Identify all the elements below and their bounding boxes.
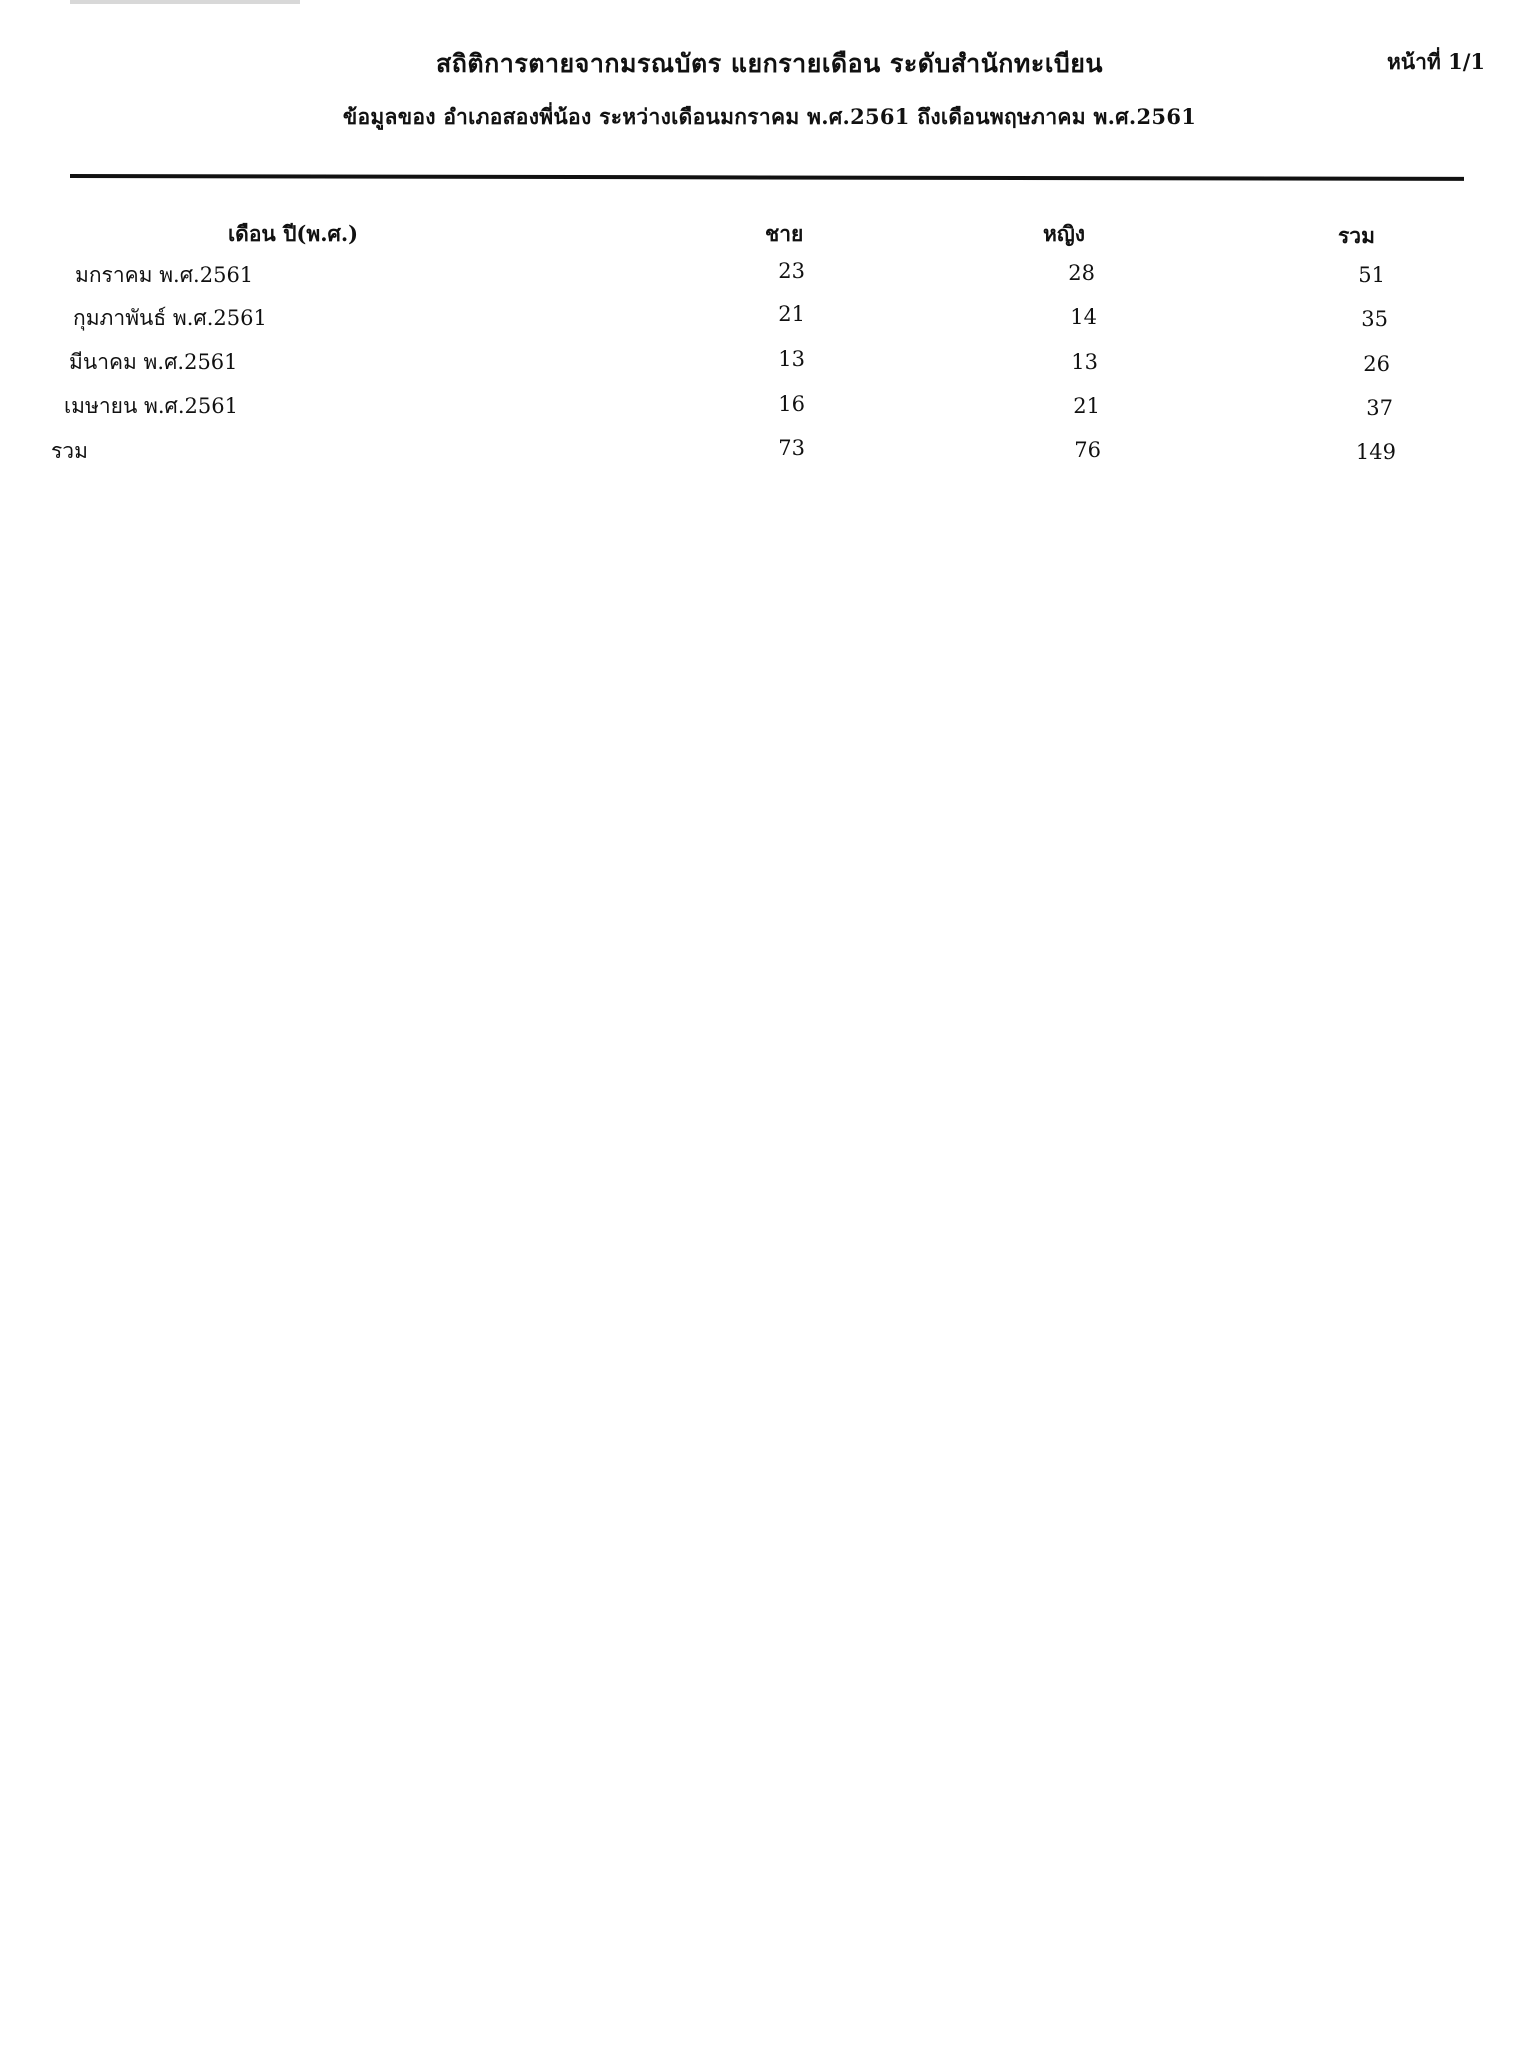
- row-female-count: 28: [1068, 261, 1095, 285]
- column-header-total: รวม: [1338, 223, 1375, 248]
- row-month-label: เมษายน พ.ศ.2561: [64, 394, 238, 418]
- summary-total-count: 149: [1355, 440, 1396, 464]
- row-month-label: กุมภาพันธ์ พ.ศ.2561: [73, 306, 267, 330]
- column-header-male: ชาย: [765, 221, 804, 246]
- row-male-count: 13: [778, 347, 805, 371]
- row-total-count: 35: [1361, 307, 1388, 331]
- report-subtitle: ข้อมูลของ อำเภอสองพี่น้อง ระหว่างเดือนมกราคม พ.ศ.2561 ถึงเดือนพฤษภาคม พ.ศ.2561: [342, 104, 1197, 129]
- row-male-count: 16: [778, 392, 805, 416]
- death-statistics-table: [0, 0, 1539, 480]
- row-month-label: มีนาคม พ.ศ.2561: [69, 350, 238, 374]
- column-header-female: หญิง: [1043, 221, 1085, 246]
- report-title: สถิติการตายจากมรณบัตร แยกรายเดือน ระดับสำนักทะเบียน: [436, 49, 1103, 78]
- row-month-label: มกราคม พ.ศ.2561: [75, 263, 254, 287]
- row-female-count: 13: [1071, 350, 1098, 374]
- row-female-count: 14: [1070, 305, 1097, 329]
- row-total-count: 37: [1366, 396, 1393, 420]
- summary-male-count: 73: [778, 436, 805, 460]
- page-number: หน้าที่ 1/1: [1386, 49, 1485, 74]
- row-total-count: 26: [1363, 352, 1390, 376]
- row-male-count: 21: [778, 302, 805, 326]
- row-male-count: 23: [778, 259, 805, 283]
- row-female-count: 21: [1073, 394, 1100, 418]
- summary-female-count: 76: [1074, 438, 1101, 462]
- summary-label: รวม: [51, 439, 88, 463]
- row-total-count: 51: [1358, 263, 1385, 287]
- column-header-month: เดือน ปี(พ.ศ.): [228, 221, 359, 246]
